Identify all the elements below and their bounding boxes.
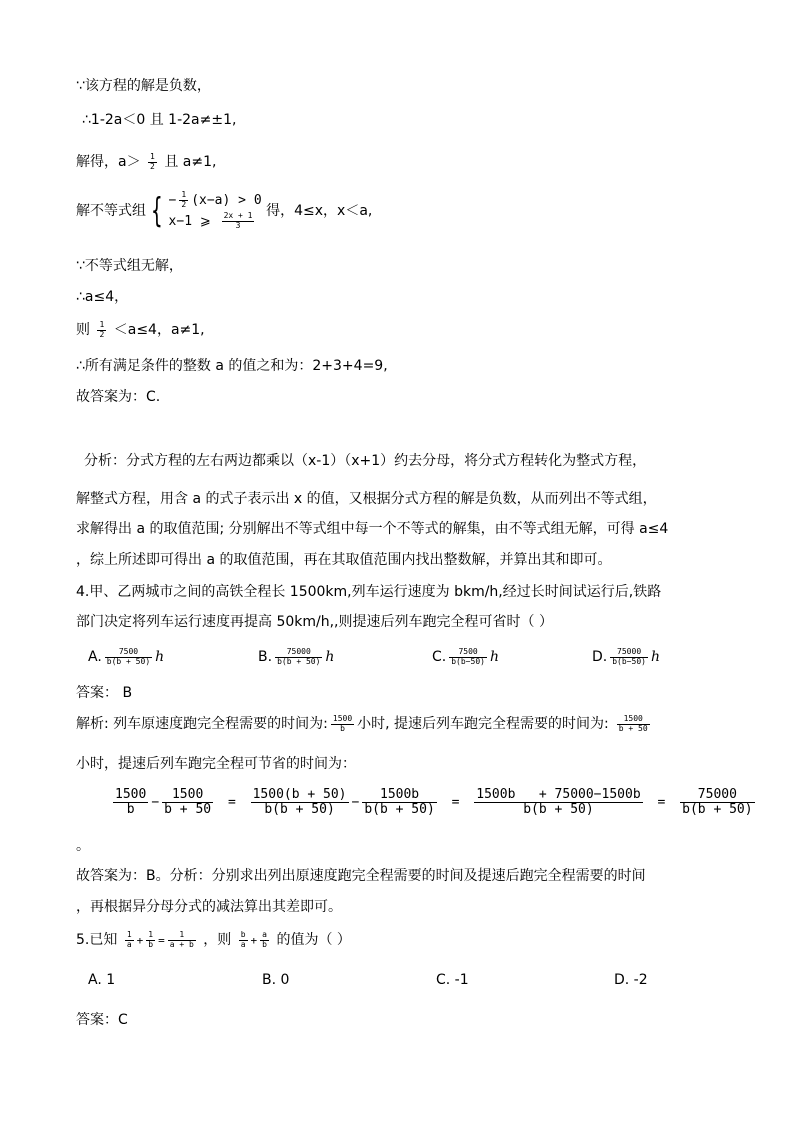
numerator: 1 bbox=[148, 929, 154, 939]
operator: = bbox=[451, 795, 460, 810]
solution-text: 得，4≤x，x＜a, bbox=[266, 203, 373, 219]
option-c bbox=[432, 646, 499, 668]
fraction bbox=[275, 648, 322, 667]
unit: h bbox=[650, 649, 660, 665]
numerator: 1 bbox=[181, 190, 187, 200]
operator: − bbox=[151, 795, 160, 810]
fraction bbox=[260, 931, 269, 950]
brace-symbol: { bbox=[151, 191, 164, 231]
denominator: b(b + 50) bbox=[264, 802, 335, 817]
fraction bbox=[222, 212, 255, 231]
solution-line-7 bbox=[76, 320, 205, 340]
denominator: b(b−50) bbox=[612, 656, 646, 666]
denominator: a bbox=[240, 939, 246, 949]
fraction bbox=[680, 788, 754, 818]
unit: h bbox=[325, 649, 335, 665]
solution-line-8: ∴所有满足条件的整数 a 的值之和为：2+3+4=9, bbox=[76, 358, 388, 374]
solution-text: 且 a≠1, bbox=[164, 154, 217, 170]
operator: − bbox=[351, 795, 360, 810]
answer-line-2: ，再根据异分母分式的减法算出其差即可。 bbox=[76, 899, 342, 915]
denominator: b(b + 50) bbox=[523, 802, 594, 817]
denominator: b bbox=[340, 723, 345, 733]
numerator: 1 bbox=[126, 929, 132, 939]
solution-text: 解得，a＞ bbox=[76, 154, 141, 170]
solution-line-4 bbox=[76, 190, 372, 232]
numerator: 75000 bbox=[680, 788, 754, 803]
unit: h bbox=[489, 649, 499, 665]
analysis-line-1: 分析：分式方程的左右两边都乘以（x-1）（x+1）约去分母，将分式方程转化为整式方程， bbox=[84, 453, 647, 469]
question-text: ，则 bbox=[203, 932, 232, 948]
analysis-line-3: 求解得出 a 的取值范围; 分别解出不等式组中每一个不等式的解集，由不等式组无解，可得 a≤4 bbox=[76, 521, 669, 537]
denominator: b(b + 50) bbox=[106, 656, 151, 666]
option-label: D. bbox=[592, 649, 608, 665]
fraction bbox=[105, 648, 152, 667]
answer-line-1: 故答案为：B。分析：分别求出列出原速度跑完全程需要的时间及提速后跑完全程需要的时间 bbox=[76, 868, 646, 884]
operator: = bbox=[227, 795, 236, 810]
denominator: b bbox=[126, 802, 135, 817]
fraction bbox=[146, 931, 155, 950]
option-d bbox=[592, 646, 660, 668]
q5-option-b: B. 0 bbox=[262, 972, 290, 988]
denominator: b(b + 50) bbox=[682, 802, 753, 817]
explanation-line-1 bbox=[76, 714, 653, 734]
fraction bbox=[179, 191, 188, 210]
question-5-answer: 答案：C bbox=[76, 1012, 128, 1028]
question-5-stem bbox=[76, 930, 351, 951]
fraction bbox=[168, 931, 196, 950]
explanation-text: 解析: 列车原速度跑完全程需要的时间为: bbox=[76, 716, 328, 732]
solution-line-1: ∵该方程的解是负数， bbox=[76, 78, 211, 94]
fraction bbox=[474, 788, 642, 818]
denominator: b(b + 50) bbox=[364, 802, 435, 817]
denominator: 2 bbox=[150, 161, 155, 171]
question-4-line-1: 4.甲、乙两城市之间的高铁全程长 1500km,列车运行速度为 bkm/h,经过长时间试运行后,铁路 bbox=[76, 584, 662, 600]
denominator: 2 bbox=[181, 200, 187, 209]
operator: + bbox=[136, 934, 144, 947]
numerator: b bbox=[240, 929, 246, 939]
fraction bbox=[617, 715, 650, 734]
solution-line-6: ∴a≤4， bbox=[76, 289, 129, 305]
q5-option-c: C. -1 bbox=[436, 972, 469, 988]
denominator: b(b−50) bbox=[451, 656, 485, 666]
question-4-line-2: 部门决定将列车运行速度再提高 50km/h,,则提速后列车跑完全程可省时（ ） bbox=[76, 614, 553, 630]
question-text: 5.已知 bbox=[76, 932, 118, 948]
inequality-text: (x−a) > 0 bbox=[191, 193, 262, 208]
fraction bbox=[362, 788, 436, 818]
denominator: b bbox=[148, 939, 154, 949]
analysis-line-4: ，综上所述即可得出 a 的取值范围，再在其取值范围内找出整数解，并算出其和即可。 bbox=[76, 552, 612, 568]
question-4-answer: 答案： B bbox=[76, 685, 133, 701]
numerator: 75000 bbox=[275, 648, 322, 658]
option-b bbox=[258, 646, 334, 668]
numerator: 1500 bbox=[162, 788, 213, 803]
denominator: b + 50 bbox=[618, 723, 648, 733]
solution-text: ＜a≤4，a≠1, bbox=[113, 322, 205, 338]
numerator: 1500b bbox=[362, 788, 436, 803]
fraction bbox=[449, 648, 487, 667]
numerator: 1500 bbox=[332, 713, 353, 723]
numerator: 1500(b + 50) bbox=[252, 786, 347, 802]
equation-period: 。 bbox=[76, 838, 90, 854]
explanation-text: 小时, 提速后列车跑完全程需要的时间为: bbox=[357, 716, 609, 732]
numerator: 7500 bbox=[449, 648, 487, 658]
option-label: A. bbox=[88, 649, 102, 665]
numerator: 1 bbox=[150, 151, 155, 161]
denominator: a bbox=[126, 939, 132, 949]
operator: = bbox=[657, 795, 666, 810]
fraction bbox=[125, 931, 134, 950]
fraction bbox=[610, 648, 648, 667]
solution-line-5: ∵不等式组无解， bbox=[76, 258, 183, 274]
explanation-line-2: 小时，提速后列车跑完全程可节省的时间为： bbox=[76, 756, 356, 772]
numerator: 7500 bbox=[105, 648, 152, 658]
solution-text: 则 bbox=[76, 322, 90, 338]
operator: = bbox=[158, 934, 165, 947]
fraction bbox=[113, 788, 148, 818]
option-label: C. bbox=[432, 649, 447, 665]
equation-line bbox=[110, 783, 758, 823]
q5-option-d: D. -2 bbox=[614, 972, 648, 988]
numerator: a bbox=[262, 929, 267, 939]
analysis-line-2: 解整式方程，用含 a 的式子表示出 x 的值，又根据分式方程的解是负数，从而列出不等式组， bbox=[76, 491, 657, 507]
option-a bbox=[88, 646, 164, 668]
denominator: 3 bbox=[235, 221, 241, 230]
fraction bbox=[331, 715, 354, 734]
numerator: 1500b + 75000−1500b bbox=[476, 786, 641, 802]
unit: h bbox=[155, 649, 165, 665]
solution-line-9: 故答案为：C. bbox=[76, 389, 161, 405]
numerator: 1500 bbox=[617, 715, 650, 725]
denominator: a + b bbox=[169, 939, 194, 949]
fraction bbox=[239, 931, 248, 950]
numerator: 75000 bbox=[610, 648, 648, 658]
inequality-row-2 bbox=[169, 211, 262, 232]
option-label: B. bbox=[258, 649, 273, 665]
q5-option-a: A. 1 bbox=[88, 972, 116, 988]
numerator: 1 bbox=[168, 931, 196, 941]
fraction bbox=[97, 321, 106, 340]
question-text: 的值为（ ） bbox=[276, 932, 351, 948]
solution-text: 解不等式组 bbox=[76, 203, 146, 219]
solution-line-2: ∴1-2a＜0 且 1-2a≠±1, bbox=[82, 112, 237, 128]
fraction bbox=[148, 153, 157, 172]
denominator: b bbox=[262, 939, 267, 949]
inequality-system bbox=[169, 190, 262, 232]
operator: + bbox=[250, 934, 258, 947]
inequality-text: x−1 ⩾ bbox=[168, 214, 211, 229]
numerator: 1 bbox=[99, 319, 105, 329]
numerator: 1500 bbox=[115, 786, 147, 802]
solution-line-3 bbox=[76, 152, 216, 172]
denominator: 2 bbox=[99, 329, 105, 339]
fraction bbox=[251, 788, 349, 818]
denominator: b + 50 bbox=[164, 802, 212, 817]
numerator: 2x + 1 bbox=[223, 211, 253, 221]
fraction bbox=[162, 788, 213, 818]
denominator: b(b + 50) bbox=[277, 656, 321, 666]
inequality-row-1: − $\frac{1}{2}$ (x−a) > 0 bbox=[168, 190, 262, 209]
